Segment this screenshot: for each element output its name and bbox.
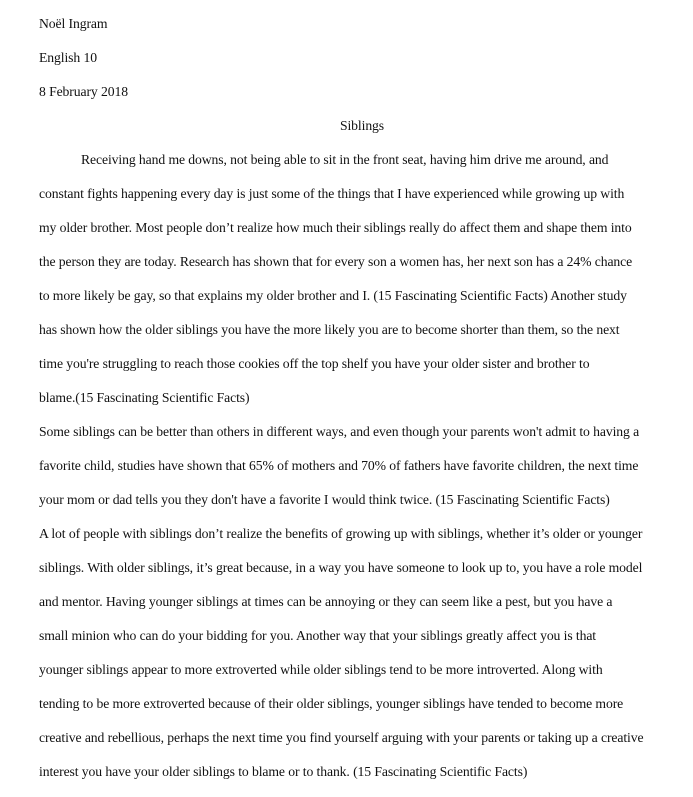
paragraph-line: tending to be more extroverted because of their older siblings, younger siblings have tended to become more (39, 696, 624, 711)
paragraph-line: small minion who can do your bidding for you. Another way that your siblings greatly affect you is that (39, 628, 597, 643)
course-name: English 10 (39, 50, 97, 65)
paragraph-1 (39, 143, 689, 415)
paragraph-line: interest you have your older siblings to blame or to thank. (15 Fascinating Scientific Facts) (39, 764, 528, 779)
paragraph-line: Receiving hand me downs, not being able to sit in the front seat, having him drive me around, and (81, 152, 609, 167)
paragraph-line: siblings. With older siblings, it’s great because, in a way you have someone to look up to, you have a role model (39, 560, 643, 575)
paragraph-line: time you're struggling to reach those cookies off the top shelf you have your older sister and brother to (39, 356, 590, 371)
paragraph-line: to more likely be gay, so that explains my older brother and I. (15 Fascinating Scientific Facts) Another study (39, 288, 627, 303)
paragraph-2 (39, 415, 689, 517)
paragraph-line: my older brother. Most people don’t realize how much their siblings really do affect them and shape them into (39, 220, 632, 235)
paragraph-line: Some siblings can be better than others in different ways, and even though your parents won't admit to having a (39, 424, 640, 439)
document-page (39, 7, 689, 789)
paragraph-line: the person they are today. Research has shown that for every son a women has, her next son has a 24% chance (39, 254, 633, 269)
paragraph-line: your mom or dad tells you they don't have a favorite I would think twice. (15 Fascinating Scientific Facts) (39, 492, 610, 507)
paragraph-line: younger siblings appear to more extroverted while older siblings tend to be more introverted. Along with (39, 662, 603, 677)
author-name: Noël Ingram (39, 16, 108, 31)
paragraph-line: A lot of people with siblings don’t realize the benefits of growing up with siblings, whether it’s older or younger (39, 526, 643, 541)
paragraph-line: blame.(15 Fascinating Scientific Facts) (39, 390, 250, 405)
document-date: 8 February 2018 (39, 84, 128, 99)
paragraph-line: and mentor. Having younger siblings at times can be annoying or they can seem like a pest, but you have a (39, 594, 613, 609)
paragraph-line: favorite child, studies have shown that 65% of mothers and 70% of fathers have favorite children, the next time (39, 458, 639, 473)
paragraph-line: constant fights happening every day is just some of the things that I have experienced while growing up with (39, 186, 625, 201)
document-title: Siblings (339, 118, 385, 133)
paragraph-line: has shown how the older siblings you have the more likely you are to become shorter than them, so the next (39, 322, 620, 337)
paragraph-3 (39, 517, 689, 789)
paragraph-line: creative and rebellious, perhaps the next time you find yourself arguing with your parents or taking up a creative (39, 730, 644, 745)
